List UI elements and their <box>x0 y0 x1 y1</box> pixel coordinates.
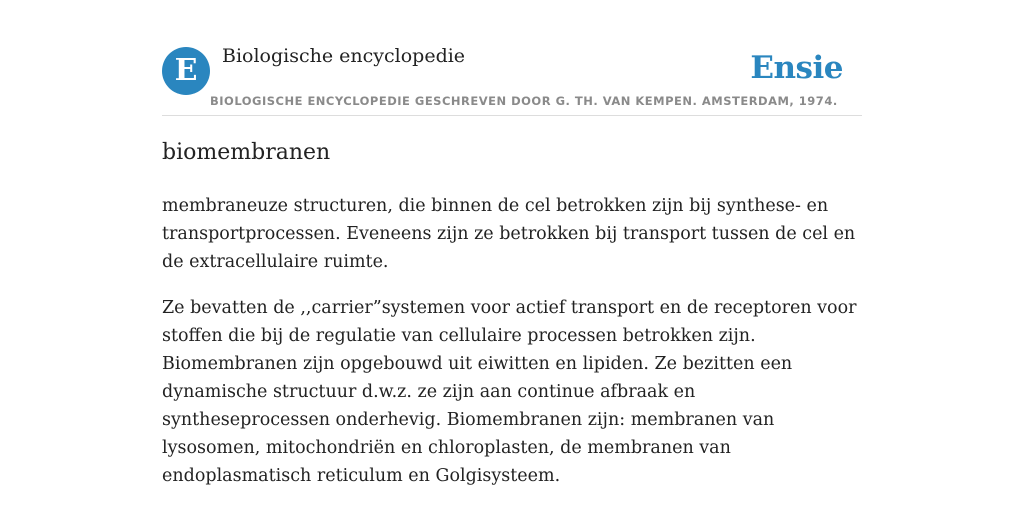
entry-paragraph: Ze bevatten de ,,carrier”systemen voor actief transport en de receptoren voor stoffen die bij de regulatie van cellulaire processen betrokken zijn. Biomembranen zijn opgebouwd uit eiwitten en lipiden. Ze bezitten een dynamische structuur d.w.z. ze zijn aan continue afbraak en syntheseprocessen onderhevig. Biomembranen zijn: membranen van lysosomen, mitochondriën en chloroplasten, de membranen van endoplasmatisch reticulum en Golgisysteem. <box>162 298 857 486</box>
encyclopedia-subtitle: BIOLOGISCHE ENCYCLOPEDIE GESCHREVEN DOOR G. TH. VAN KEMPEN. AMSTERDAM, 1974. <box>210 94 838 108</box>
encyclopedia-title[interactable]: Biologische encyclopedie <box>222 45 466 67</box>
brand-logo[interactable]: Ensie <box>750 50 843 86</box>
site-logo[interactable] <box>162 47 210 95</box>
entry-paragraph: membraneuze structuren, die binnen de cel betrokken zijn bij synthese- en transportprocessen. Eveneens zijn ze betrokken bij transport tussen de cel en de extracellulaire ruimte. <box>162 196 856 272</box>
logo-letter: E <box>174 53 198 88</box>
page <box>162 0 862 512</box>
entry-content <box>162 192 862 508</box>
entry-title: biomembranen <box>162 140 331 165</box>
site-header <box>162 0 862 116</box>
